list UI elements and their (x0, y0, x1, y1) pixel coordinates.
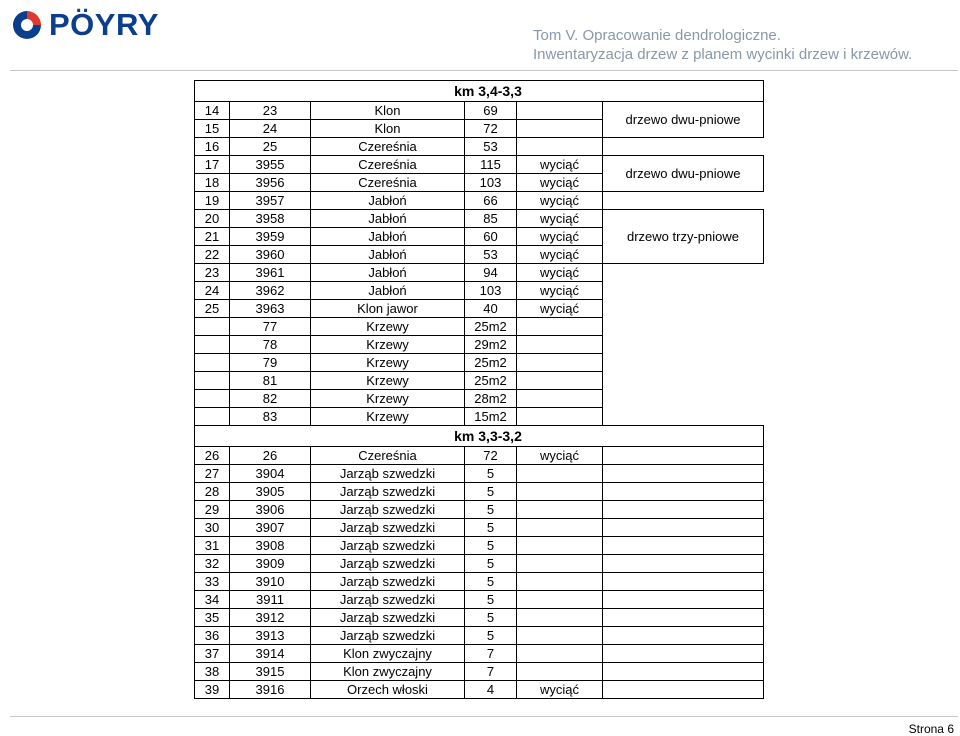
species-cell: Krzewy (311, 336, 465, 354)
species-cell: Jarząb szwedzki (311, 609, 465, 627)
row-number-cell: 35 (195, 609, 230, 627)
species-cell: Krzewy (311, 408, 465, 426)
empty-remark-cell (603, 138, 764, 156)
tree-id-cell: 81 (230, 372, 311, 390)
row-number-cell: 34 (195, 591, 230, 609)
species-cell: Jarząb szwedzki (311, 537, 465, 555)
circumference-cell: 5 (465, 609, 517, 627)
empty-remark-cell (603, 336, 764, 354)
table-row (195, 282, 764, 300)
row-number-cell: 27 (195, 465, 230, 483)
remark-cell (603, 681, 764, 699)
section-title (195, 426, 764, 447)
circumference-cell: 29m2 (465, 336, 517, 354)
tree-id-cell: 23 (230, 102, 311, 120)
tree-id-cell: 3908 (230, 537, 311, 555)
circumference-cell: 15m2 (465, 408, 517, 426)
table-row (195, 609, 764, 627)
table-row (195, 645, 764, 663)
action-cell (517, 408, 603, 426)
action-cell: wyciąć (517, 156, 603, 174)
table-row (195, 681, 764, 699)
remark-cell (603, 591, 764, 609)
species-cell: Krzewy (311, 390, 465, 408)
species-cell: Klon zwyczajny (311, 645, 465, 663)
table-row (195, 300, 764, 318)
action-cell: wyciąć (517, 681, 603, 699)
footer-divider (10, 716, 958, 717)
action-cell: wyciąć (517, 228, 603, 246)
action-cell (517, 336, 603, 354)
circumference-cell: 7 (465, 645, 517, 663)
circumference-cell: 7 (465, 663, 517, 681)
circumference-cell: 5 (465, 627, 517, 645)
table-row (195, 483, 764, 501)
page-number: Strona 6 (908, 722, 954, 736)
row-number-cell: 24 (195, 282, 230, 300)
tree-id-cell: 3909 (230, 555, 311, 573)
species-cell: Czereśnia (311, 138, 465, 156)
circumference-cell: 5 (465, 591, 517, 609)
tree-id-cell: 3916 (230, 681, 311, 699)
remark-cell (603, 465, 764, 483)
action-cell: wyciąć (517, 210, 603, 228)
section-title (195, 81, 764, 102)
row-number-cell: 18 (195, 174, 230, 192)
tree-id-cell: 3958 (230, 210, 311, 228)
tree-id-cell: 3910 (230, 573, 311, 591)
table-row (195, 390, 764, 408)
row-number-cell: 26 (195, 447, 230, 465)
species-cell: Krzewy (311, 318, 465, 336)
table-row (195, 210, 764, 228)
row-number-cell: 29 (195, 501, 230, 519)
tree-id-cell: 3906 (230, 501, 311, 519)
row-number-cell: 25 (195, 300, 230, 318)
table-row (195, 447, 764, 465)
table-row (195, 372, 764, 390)
circumference-cell: 40 (465, 300, 517, 318)
row-number-cell: 17 (195, 156, 230, 174)
action-cell (517, 609, 603, 627)
species-cell: Jabłoń (311, 228, 465, 246)
row-number-cell: 19 (195, 192, 230, 210)
action-cell (517, 483, 603, 501)
species-cell: Klon (311, 120, 465, 138)
circumference-cell: 25m2 (465, 354, 517, 372)
action-cell (517, 465, 603, 483)
action-cell (517, 591, 603, 609)
tree-id-cell: 3962 (230, 282, 311, 300)
tree-id-cell: 3911 (230, 591, 311, 609)
species-cell: Czereśnia (311, 156, 465, 174)
tree-id-cell: 3913 (230, 627, 311, 645)
action-cell (517, 372, 603, 390)
species-cell: Jarząb szwedzki (311, 627, 465, 645)
circumference-cell: 5 (465, 519, 517, 537)
remark-cell (603, 519, 764, 537)
species-cell: Jarząb szwedzki (311, 465, 465, 483)
table-row (195, 573, 764, 591)
remark-cell (603, 573, 764, 591)
table-row (195, 555, 764, 573)
table-row (195, 102, 764, 120)
row-number-cell: 33 (195, 573, 230, 591)
circumference-cell: 72 (465, 120, 517, 138)
species-cell: Jarząb szwedzki (311, 591, 465, 609)
header-divider (10, 70, 958, 71)
empty-remark-cell (603, 390, 764, 408)
empty-remark-cell (603, 372, 764, 390)
action-cell (517, 573, 603, 591)
species-cell: Czereśnia (311, 447, 465, 465)
tree-id-cell: 3960 (230, 246, 311, 264)
tree-id-cell: 3912 (230, 609, 311, 627)
action-cell (517, 390, 603, 408)
species-cell: Jabłoń (311, 210, 465, 228)
row-number-cell: 22 (195, 246, 230, 264)
action-cell (517, 102, 603, 120)
row-number-cell (195, 354, 230, 372)
circumference-cell: 60 (465, 228, 517, 246)
action-cell (517, 645, 603, 663)
row-number-cell (195, 372, 230, 390)
species-cell: Jabłoń (311, 282, 465, 300)
circumference-cell: 25m2 (465, 372, 517, 390)
row-number-cell: 36 (195, 627, 230, 645)
action-cell: wyciąć (517, 192, 603, 210)
section-header-row (195, 81, 764, 102)
row-number-cell (195, 408, 230, 426)
action-cell: wyciąć (517, 300, 603, 318)
empty-remark-cell (603, 354, 764, 372)
row-number-cell: 30 (195, 519, 230, 537)
table-row (195, 591, 764, 609)
table-row (195, 192, 764, 210)
tree-id-cell: 3955 (230, 156, 311, 174)
row-number-cell: 31 (195, 537, 230, 555)
action-cell (517, 318, 603, 336)
remark-cell (603, 483, 764, 501)
circumference-cell: 5 (465, 537, 517, 555)
tree-id-cell: 82 (230, 390, 311, 408)
circumference-cell: 69 (465, 102, 517, 120)
species-cell: Jabłoń (311, 246, 465, 264)
remark-cell (603, 663, 764, 681)
document-header (533, 26, 912, 64)
tree-id-cell: 24 (230, 120, 311, 138)
circumference-cell: 28m2 (465, 390, 517, 408)
table-row (195, 318, 764, 336)
species-cell: Orzech włoski (311, 681, 465, 699)
empty-remark-cell (603, 282, 764, 300)
species-cell: Krzewy (311, 372, 465, 390)
empty-remark-cell (603, 408, 764, 426)
remark-cell (603, 645, 764, 663)
row-number-cell: 21 (195, 228, 230, 246)
row-number-cell: 23 (195, 264, 230, 282)
header-title-line-1: Tom V. Opracowanie dendrologiczne. (533, 27, 781, 44)
species-cell: Jabłoń (311, 192, 465, 210)
row-number-cell: 38 (195, 663, 230, 681)
inventory-table (194, 80, 764, 699)
remark-cell (603, 627, 764, 645)
species-cell: Jarząb szwedzki (311, 501, 465, 519)
remark-cell (603, 447, 764, 465)
action-cell (517, 663, 603, 681)
tree-id-cell: 3957 (230, 192, 311, 210)
circumference-cell: 5 (465, 483, 517, 501)
tree-id-cell: 79 (230, 354, 311, 372)
circumference-cell: 5 (465, 465, 517, 483)
action-cell (517, 138, 603, 156)
section-header-row (195, 426, 764, 447)
row-number-cell (195, 318, 230, 336)
species-cell: Jarząb szwedzki (311, 483, 465, 501)
action-cell: wyciąć (517, 282, 603, 300)
table-row (195, 354, 764, 372)
row-number-cell: 37 (195, 645, 230, 663)
tree-id-cell: 83 (230, 408, 311, 426)
tree-id-cell: 3907 (230, 519, 311, 537)
tree-id-cell: 3905 (230, 483, 311, 501)
action-cell (517, 501, 603, 519)
row-number-cell: 28 (195, 483, 230, 501)
table-row (195, 156, 764, 174)
tree-id-cell: 77 (230, 318, 311, 336)
tree-id-cell: 26 (230, 447, 311, 465)
circumference-cell: 4 (465, 681, 517, 699)
poyry-logo-icon (10, 8, 44, 42)
action-cell (517, 519, 603, 537)
species-cell: Klon (311, 102, 465, 120)
tree-id-cell: 3961 (230, 264, 311, 282)
table-row (195, 264, 764, 282)
species-cell: Klon zwyczajny (311, 663, 465, 681)
section-title-text: km 3,3-3,2 (454, 428, 522, 444)
tree-id-cell: 3915 (230, 663, 311, 681)
tree-id-cell: 25 (230, 138, 311, 156)
circumference-cell: 103 (465, 282, 517, 300)
circumference-cell: 5 (465, 573, 517, 591)
circumference-cell: 5 (465, 501, 517, 519)
table-row (195, 465, 764, 483)
circumference-cell: 66 (465, 192, 517, 210)
circumference-cell: 53 (465, 246, 517, 264)
circumference-cell: 94 (465, 264, 517, 282)
circumference-cell: 5 (465, 555, 517, 573)
species-cell: Jabłoń (311, 264, 465, 282)
circumference-cell: 53 (465, 138, 517, 156)
tree-id-cell: 3956 (230, 174, 311, 192)
table-row (195, 408, 764, 426)
tree-id-cell: 78 (230, 336, 311, 354)
table-row (195, 336, 764, 354)
logo-wordmark: PÖYRY (49, 7, 159, 42)
tree-id-cell: 3914 (230, 645, 311, 663)
section-title-text: km 3,4-3,3 (454, 83, 522, 99)
remark-cell: drzewo trzy-pniowe (603, 210, 764, 264)
action-cell: wyciąć (517, 447, 603, 465)
circumference-cell: 72 (465, 447, 517, 465)
tree-id-cell: 3904 (230, 465, 311, 483)
species-cell: Klon jawor (311, 300, 465, 318)
table-row (195, 537, 764, 555)
action-cell (517, 627, 603, 645)
row-number-cell: 16 (195, 138, 230, 156)
species-cell: Jarząb szwedzki (311, 555, 465, 573)
row-number-cell: 20 (195, 210, 230, 228)
action-cell: wyciąć (517, 264, 603, 282)
species-cell: Czereśnia (311, 174, 465, 192)
circumference-cell: 103 (465, 174, 517, 192)
poyry-logo (10, 8, 159, 42)
empty-remark-cell (603, 192, 764, 210)
action-cell: wyciąć (517, 246, 603, 264)
remark-cell (603, 609, 764, 627)
action-cell (517, 354, 603, 372)
row-number-cell: 14 (195, 102, 230, 120)
table-row (195, 501, 764, 519)
row-number-cell: 15 (195, 120, 230, 138)
tree-id-cell: 3963 (230, 300, 311, 318)
table-row (195, 627, 764, 645)
action-cell (517, 555, 603, 573)
header-title-line-2: Inwentaryzacja drzew z planem wycinki drzew i krzewów. (533, 46, 913, 63)
remark-cell (603, 501, 764, 519)
table-row (195, 138, 764, 156)
circumference-cell: 25m2 (465, 318, 517, 336)
action-cell (517, 120, 603, 138)
empty-remark-cell (603, 300, 764, 318)
species-cell: Krzewy (311, 354, 465, 372)
empty-remark-cell (603, 264, 764, 282)
row-number-cell (195, 390, 230, 408)
action-cell (517, 537, 603, 555)
circumference-cell: 115 (465, 156, 517, 174)
action-cell: wyciąć (517, 174, 603, 192)
remark-cell: drzewo dwu-pniowe (603, 156, 764, 192)
table-row (195, 663, 764, 681)
remark-cell (603, 537, 764, 555)
row-number-cell: 39 (195, 681, 230, 699)
row-number-cell: 32 (195, 555, 230, 573)
remark-cell: drzewo dwu-pniowe (603, 102, 764, 138)
row-number-cell (195, 336, 230, 354)
species-cell: Jarząb szwedzki (311, 519, 465, 537)
remark-cell (603, 555, 764, 573)
empty-remark-cell (603, 318, 764, 336)
circumference-cell: 85 (465, 210, 517, 228)
species-cell: Jarząb szwedzki (311, 573, 465, 591)
tree-id-cell: 3959 (230, 228, 311, 246)
table-row (195, 519, 764, 537)
